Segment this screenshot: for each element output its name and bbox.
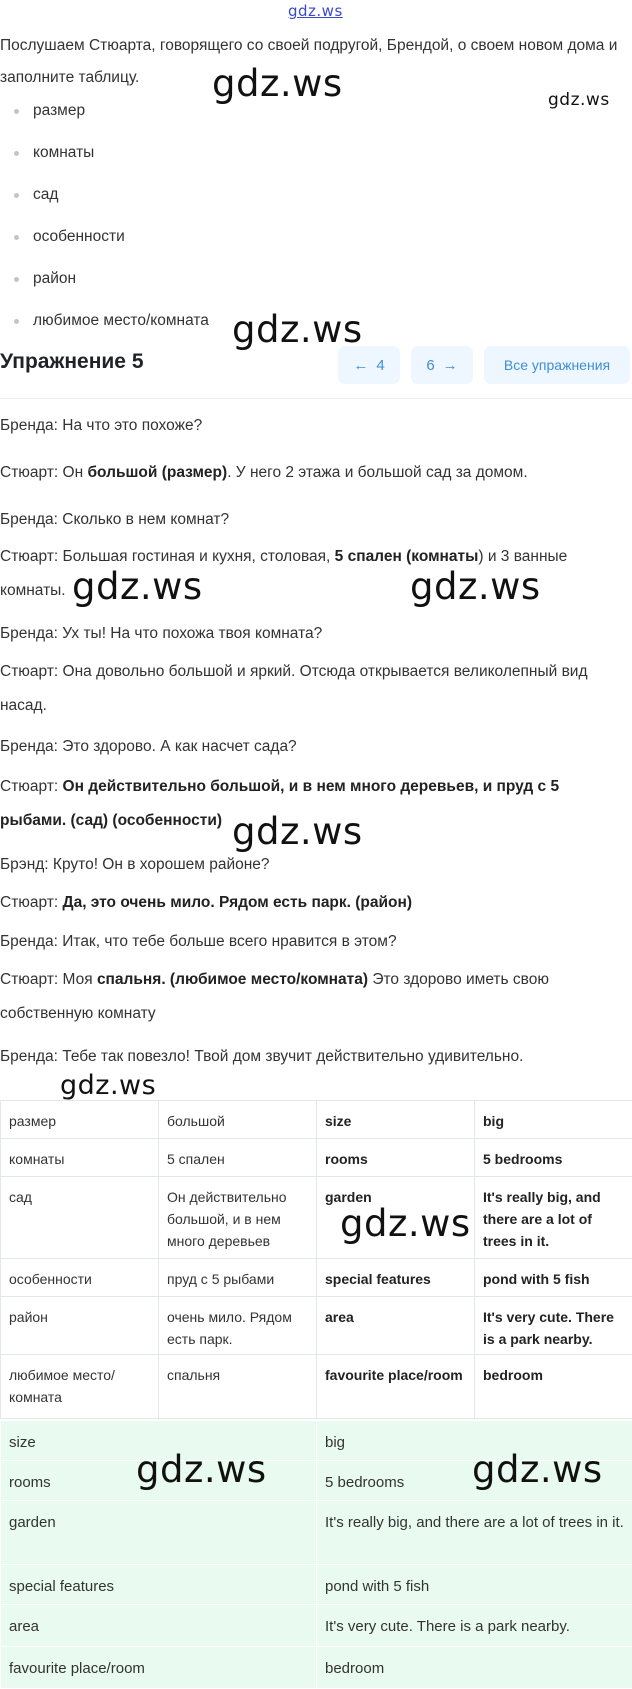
table-cell: It's really big, and there are a lot of trees in it. [475,1177,632,1259]
all-exercises-button[interactable] [484,346,630,384]
bullet-dot-icon [14,151,19,156]
dialog-line [0,655,620,723]
table-cell: garden [1,1501,317,1565]
header-divider [0,398,632,399]
table-row [1,1259,632,1297]
table-cell: большой [159,1101,317,1139]
prev-exercise-button[interactable] [338,346,400,384]
dialog-line [0,1040,620,1074]
table-cell: 5 спален [159,1139,317,1177]
watermark: gdz.ws [60,1070,157,1101]
table-row [1,1101,632,1139]
table-cell: It's very cute. There is a park nearby. [475,1297,632,1355]
dialog-text: . У него 2 этажа и большой сад за домом. [227,464,528,481]
table-cell: special features [1,1565,317,1605]
task-bullet-label: сад [33,186,59,203]
prev-exercise-label: 4 [376,356,385,374]
dialog-text: Стюарт: Большая гостиная и кухня, столовая, [0,548,335,565]
arrow-right-icon: → [442,356,458,374]
table-cell: It's very cute. There is a park nearby. [317,1605,632,1647]
dialog-text: Бренда: Ух ты! На что похожа твоя комната? [0,625,323,642]
task-bullet [0,216,209,258]
task-intro: Послушаем Стюарта, говорящего со своей подругой, Брендой, о своем новом дома и заполните таблицу. [0,37,618,86]
dialog-text: Стюарт: Она довольно большой и яркий. Отсюда открывается великолепный вид насад. [0,663,588,714]
watermark: gdz.ws [410,565,541,608]
dialog-line [0,730,620,764]
table-cell: размер [1,1101,159,1139]
table-cell: пруд с 5 рыбами [159,1259,317,1297]
dialog-line [0,925,620,959]
table-cell: favourite place/room [317,1355,475,1419]
dialog-text: Это здорово иметь свою собственную комнату [0,971,549,1022]
dialog-line [0,886,620,920]
table-cell: big [317,1421,632,1461]
dialog-line [0,456,620,490]
dialog-line [0,848,620,882]
task-bullet [0,90,209,132]
bullet-dot-icon [14,277,19,282]
dialog-text: ) и 3 ванные комнаты. [0,548,568,599]
table-row [1,1177,632,1259]
dialog-line [0,503,620,537]
task-bullet-label: любимое место/комната [33,312,209,329]
dialog-answer: 5 спален (комнаты [334,548,479,565]
table-row [1,1565,632,1605]
watermark: gdz.ws [136,1448,267,1491]
watermark: gdz.ws [212,62,343,105]
table-cell: район [1,1297,159,1355]
dialog-line [0,963,620,1031]
task-bullet [0,258,209,300]
table-row [1,1605,632,1647]
table-cell: bedroom [317,1647,632,1689]
watermark: gdz.ws [340,1202,471,1245]
table-cell: очень мило. Рядом есть парк. [159,1297,317,1355]
task-bullet-label: особенности [33,228,125,245]
table-cell: rooms [317,1139,475,1177]
table-cell: любимое место/ комната [1,1355,159,1419]
table-cell: 5 bedrooms [475,1139,632,1177]
dialog-text: Бренда: На что это похоже? [0,417,203,434]
bullet-dot-icon [14,319,19,324]
table-cell: особенности [1,1259,159,1297]
task-bullet-label: размер [33,102,86,119]
arrow-left-icon: ← [353,356,369,374]
table-row [1,1501,632,1565]
table-cell: спальня [159,1355,317,1419]
exercise-title: Упражнение 5 [0,350,144,373]
table-cell: garden [317,1177,475,1259]
table-cell: special features [317,1259,475,1297]
table-cell: 5 bedrooms [317,1461,632,1501]
dialog-text: Стюарт: Моя [0,971,97,988]
dialog-text: Стюарт: Он [0,464,88,481]
dialog-answer: Да, это очень мило. Рядом есть парк. (район) [62,894,413,911]
watermark: gdz.ws [548,90,610,110]
table-cell: pond with 5 fish [475,1259,632,1297]
table-cell: rooms [1,1461,317,1501]
table-cell: bedroom [475,1355,632,1419]
task-bullet [0,300,209,342]
dialog-text: Брэнд: Круто! Он в хорошем районе? [0,856,270,873]
table-cell: size [317,1101,475,1139]
bullet-dot-icon [14,193,19,198]
dialog-answer: Он действительно большой, и в нем много деревьев, и пруд с 5 рыбами. (сад) (особенности) [0,778,560,829]
bullet-dot-icon [14,235,19,240]
watermark: gdz.ws [72,565,203,608]
dialog-line [0,617,620,651]
dialog-answer: спальня. (любимое место/комната) [96,971,369,988]
table-cell: Он действительно большой, и в нем много деревьев [159,1177,317,1259]
watermark: gdz.ws [472,1448,603,1491]
watermark: gdz.ws [232,308,363,351]
dialog-line [0,409,620,443]
dialog-text: Бренда: Итак, что тебе больше всего нравится в этом? [0,933,397,950]
next-exercise-button[interactable] [411,346,473,384]
table-row [1,1355,632,1419]
task-bullet-list [0,90,209,342]
table-row [1,1139,632,1177]
answer-table-ru-en [0,1100,632,1419]
table-cell: area [1,1605,317,1647]
task-bullet [0,174,209,216]
dialog-text: Стюарт: [0,778,63,795]
task-bullet [0,132,209,174]
dialog-text: Бренда: Тебе так повезло! Твой дом звучит действительно удивительно. [0,1048,524,1065]
table-cell: pond with 5 fish [317,1565,632,1605]
table-row [1,1297,632,1355]
task-bullet-label: комнаты [33,144,95,161]
dialog-text: Бренда: Это здорово. А как насчет сада? [0,738,297,755]
table-cell: area [317,1297,475,1355]
top-watermark-link[interactable]: gdz.ws [288,2,343,20]
table-cell: сад [1,1177,159,1259]
task-bullet-label: район [33,270,77,287]
table-cell: size [1,1421,317,1461]
watermark: gdz.ws [232,810,363,853]
dialog-text: Стюарт: [0,894,63,911]
bullet-dot-icon [14,109,19,114]
dialog-answer: большой (размер) [87,464,228,481]
table-row [1,1647,632,1689]
dialog-text: Бренда: Сколько в нем комнат? [0,511,230,528]
all-exercises-label: Все упражнения [503,357,611,373]
table-cell: favourite place/room [1,1647,317,1689]
table-cell: It's really big, and there are a lot of trees in it. [317,1501,632,1565]
table-cell: big [475,1101,632,1139]
next-exercise-label: 6 [426,356,435,374]
table-cell: комнаты [1,1139,159,1177]
